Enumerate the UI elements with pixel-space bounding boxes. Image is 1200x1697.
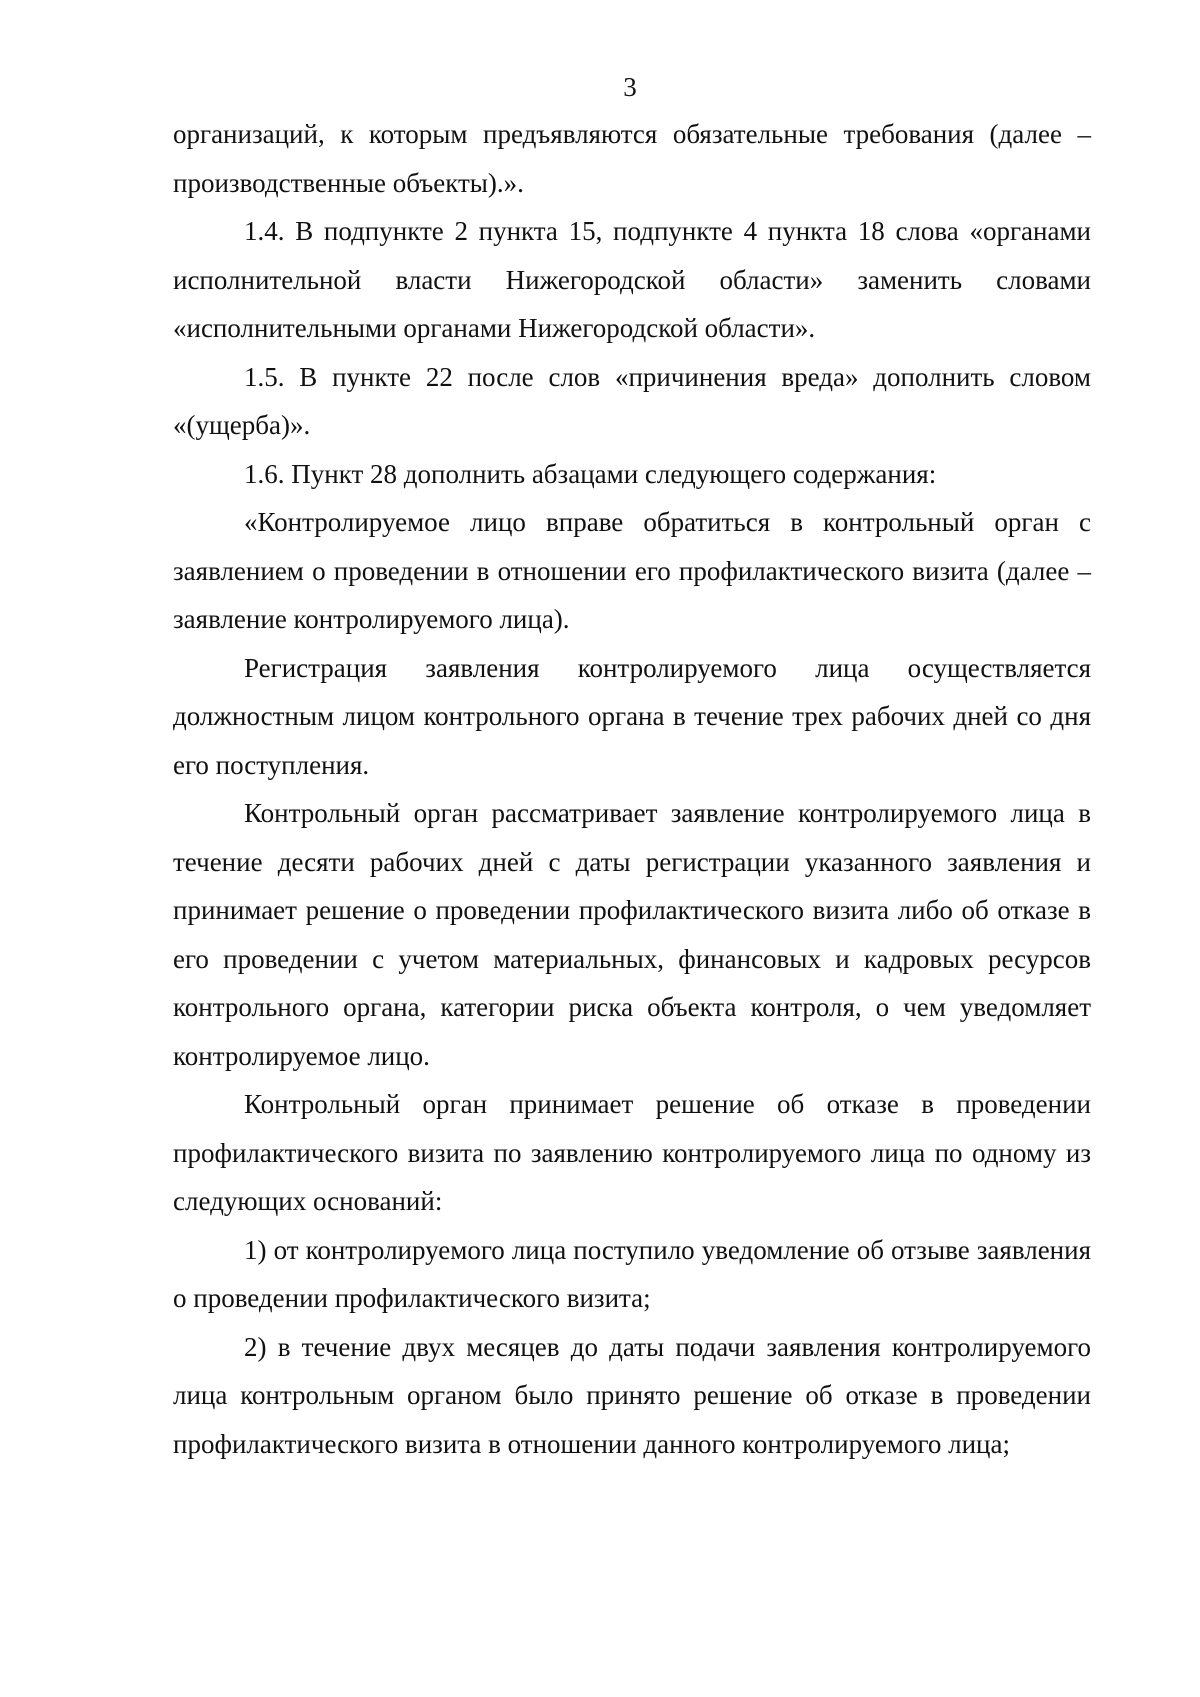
paragraph-request-right: «Контролируемое лицо вправе обратиться в контрольный орган с заявлением о проведении в отношении его профилактического визита (далее – заявление контролируемого лица).	[173, 507, 1091, 634]
paragraph-ground-1: 1) от контролируемого лица поступило уведомление об отзыве заявления о проведении профилактического визита;	[173, 1234, 1091, 1313]
paragraph-continuation: организаций, к которым предъявляются обязательные требования (далее – производственные объекты).».	[173, 119, 1091, 198]
paragraph-item-1-6: 1.6. Пункт 28 дополнить абзацами следующего содержания:	[244, 458, 937, 489]
paragraph-refusal-grounds: Контрольный орган принимает решение об отказе в проведении профилактического визита по заявлению контролируемого лица по одному из следующих оснований:	[173, 1089, 1091, 1216]
paragraph-ground-2: 2) в течение двух месяцев до даты подачи заявления контролируемого лица контрольным органом было принято решение об отказе в проведении профилактического визита в отношении данного контролируемого лица;	[173, 1331, 1091, 1459]
paragraph-registration: Регистрация заявления контролируемого лица осуществляется должностным лицом контрольного органа в течение трех рабочих дней со дня его поступления.	[173, 652, 1091, 780]
paragraph-review: Контрольный орган рассматривает заявление контролируемого лица в течение десяти рабочих дней с даты регистрации указанного заявления и принимает решение о проведении профилактического визита либо об отказе в его проведении с учетом материальных, финансовых и кадровых ресурсов контрольного органа, категории риска объекта контроля, о чем уведомляет контролируемое лицо.	[173, 798, 1091, 1071]
paragraph-item-1-4: 1.4. В подпункте 2 пункта 15, подпункте 4 пункта 18 слова «органами исполнительной власти Нижегородской области» заменить словами «исполнительными органами Нижегородской области».	[173, 216, 1091, 343]
document-body	[173, 110, 1091, 1468]
paragraph-item-1-5: 1.5. В пункте 22 после слов «причинения вреда» дополнить словом «(ущерба)».	[173, 361, 1091, 440]
page-number: 3	[623, 72, 637, 102]
